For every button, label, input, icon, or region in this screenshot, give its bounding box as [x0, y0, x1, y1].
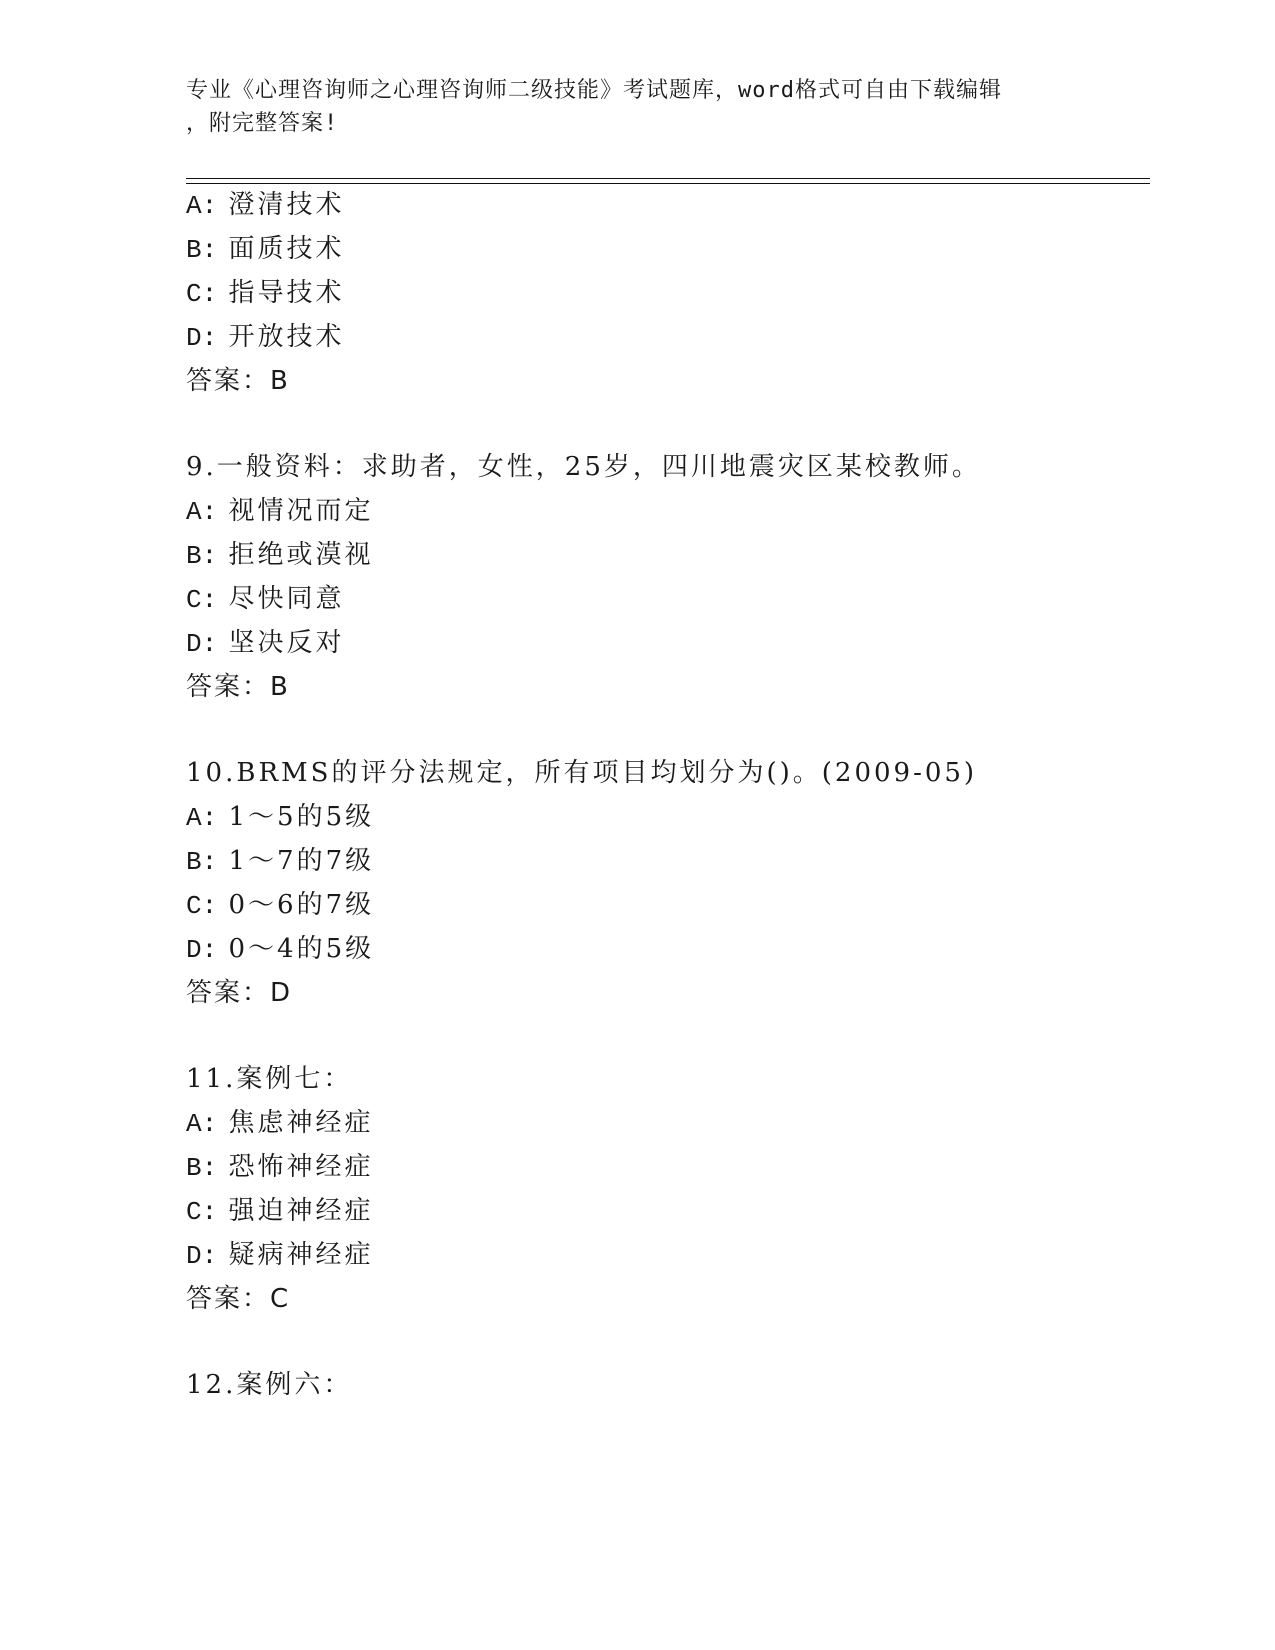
option-line — [186, 539, 374, 572]
option-text: 拒绝或漠视 — [228, 540, 374, 570]
option-line — [186, 889, 374, 922]
option-text: 恐怖神经症 — [228, 1152, 374, 1182]
option-text: 澄清技术 — [228, 190, 345, 220]
header-divider-top — [186, 178, 1150, 179]
option-letter: D: — [186, 323, 218, 353]
option-text: 坚决反对 — [228, 628, 345, 658]
option-line — [186, 277, 345, 310]
option-letter: D: — [186, 935, 218, 965]
option-line — [186, 627, 345, 660]
option-text: 焦虑神经症 — [228, 1108, 374, 1138]
question-stem: 10.BRMS的评分法规定，所有项目均划分为()。(2009-05) — [186, 758, 978, 788]
option-line — [186, 1107, 374, 1140]
option-text: 开放技术 — [228, 322, 345, 352]
header-line-1: 专业《心理咨询师之心理咨询师二级技能》考试题库，word格式可自由下载编辑 — [186, 78, 1002, 103]
option-text: 强迫神经症 — [228, 1196, 374, 1226]
header-line-2: ，附完整答案! — [186, 111, 339, 136]
option-letter: D: — [186, 1241, 218, 1271]
option-text: 0～4的5级 — [228, 934, 375, 964]
option-line — [186, 321, 345, 354]
option-line — [186, 845, 374, 878]
answer-line: 答案：D — [186, 978, 293, 1008]
question-stem: 9.一般资料：求助者，女性，25岁，四川地震灾区某校教师。 — [186, 452, 981, 482]
option-line — [186, 801, 374, 834]
answer-line: 答案：B — [186, 672, 290, 702]
option-line — [186, 1151, 374, 1184]
option-text: 0～6的7级 — [228, 890, 375, 920]
option-text: 1～5的5级 — [228, 802, 375, 832]
option-text: 尽快同意 — [228, 584, 345, 614]
option-text: 指导技术 — [228, 278, 345, 308]
question-stem: 12.案例六： — [186, 1370, 353, 1400]
option-letter: C: — [186, 585, 218, 615]
option-line — [186, 1239, 374, 1272]
option-text: 1～7的7级 — [228, 846, 375, 876]
option-letter: A: — [186, 191, 218, 221]
option-line — [186, 1195, 374, 1228]
option-letter: B: — [186, 1153, 218, 1183]
option-letter: A: — [186, 803, 218, 833]
option-line — [186, 495, 374, 528]
option-letter: B: — [186, 235, 218, 265]
option-text: 疑病神经症 — [228, 1240, 374, 1270]
option-line — [186, 189, 345, 222]
option-letter: C: — [186, 1197, 218, 1227]
answer-line: 答案：B — [186, 366, 290, 396]
option-line — [186, 933, 374, 966]
option-letter: B: — [186, 847, 218, 877]
option-text: 面质技术 — [228, 234, 345, 264]
option-text: 视情况而定 — [228, 496, 374, 526]
option-letter: A: — [186, 1109, 218, 1139]
option-letter: C: — [186, 279, 218, 309]
header-divider-bottom — [186, 183, 1150, 184]
question-stem: 11.案例七： — [186, 1064, 353, 1094]
answer-line: 答案：C — [186, 1284, 291, 1314]
option-line — [186, 583, 345, 616]
option-letter: D: — [186, 629, 218, 659]
option-line — [186, 233, 345, 266]
document-header — [186, 74, 1086, 140]
option-letter: C: — [186, 891, 218, 921]
option-letter: A: — [186, 497, 218, 527]
option-letter: B: — [186, 541, 218, 571]
